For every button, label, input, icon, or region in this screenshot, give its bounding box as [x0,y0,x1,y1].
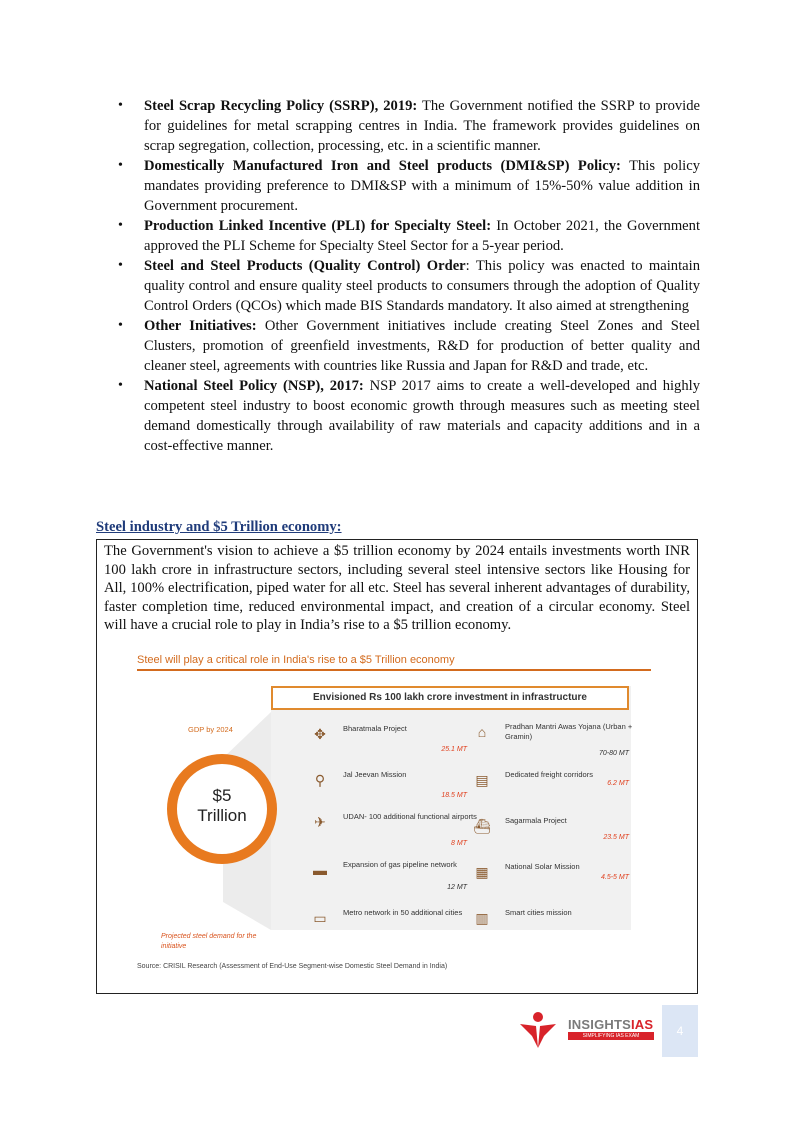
bullet-dmisp: • Domestically Manufactured Iron and Steel products (DMI&SP) Policy: This policy mandates providing preference to DMI&SP with a minimum of 15%-50% value addition in Government procurement. [118,158,700,214]
bullet-title: National Steel Policy (NSP), 2017: [144,378,364,394]
content-box [96,539,698,994]
bullet-title: Other Initiatives: [144,318,257,334]
bullet-ssrp: • Steel Scrap Recycling Policy (SSRP), 2019: The Government notified the SSRP to provide for guidelines for metal scrapping centres in India. The framework provides guidelines on scrap segregation, collection, processing, etc. in a scientific manner. [118,98,701,154]
bullet-pli: • Production Linked Incentive (PLI) for Specialty Steel: In October 2021, the Government approved the PLI Scheme for Specialty Steel Sector for a 5-year period. [118,218,701,254]
projected-demand-note: Projected steel demand for the initiative [161,933,257,950]
metro-train-icon: ▭ [313,910,327,926]
ship-icon: ⛴ [473,818,491,834]
bullet-text: This policy mandates providing preference to DMI&SP with a minimum of 15%-50% value addition in Government procurement. [144,158,700,214]
bullet-text: : This policy was enacted to maintain quality control and ensure quality steel products to consumers through the adoption of Quality Control Orders (QCOs) which made BIS Standards mandatory. It also aimed at strengthening [144,258,700,314]
gdp-circle [167,754,277,864]
bullet-title: Steel and Steel Products (Quality Control) Order [144,258,466,274]
logo-name: INSIGHTSIAS [568,1017,654,1032]
infographic-title: Steel will play a critical role in India's rise to a $5 Trillion economy [137,654,455,666]
airplane-icon: ✈ [314,814,326,830]
logo-tagline: SIMPLIFYING IAS EXAM PREPARATION [568,1032,654,1040]
section-body: The Government's vision to achieve a $5 trillion economy by 2024 entails investments worth INR 100 lakh crore in infrastructure sectors, including several steel intensive sectors like Housing for All, 100% electrification, piped water for all etc. Steel has several inherent advantages of durability, faster completion time, reduced environmental impact, and creation of a circular economy. Steel will have a crucial role to play in India’s rise to a $5 trillion economy. [104,543,690,634]
bullet-title: Production Linked Incentive (PLI) for Specialty Steel: [144,218,492,234]
item-sagarmala: ⛴ Sagarmala Project 23.5 MT [471,814,641,854]
bullet-title: Domestically Manufactured Iron and Steel products (DMI&SP) Policy: [144,158,621,174]
item-pmay: ⌂ Pradhan Mantri Awas Yojana (Urban + Gramin) 70-80 MT [471,720,641,760]
source-note: Source: CRISIL Research (Assessment of End-Use Segment-wise Domestic Steel Demand in India) [137,963,448,970]
item-gas-pipeline: ▬ Expansion of gas pipeline network 12 MT [309,858,479,898]
investment-header: Envisioned Rs 100 lakh crore investment in infrastructure [271,686,629,710]
gdp-amount: $5 [212,786,232,805]
item-bharatmala: ✥ Bharatmala Project 25.1 MT [309,722,479,762]
item-udan: ✈ UDAN- 100 additional functional airports 8 MT [309,810,479,850]
water-tap-icon: ⚲ [314,772,326,788]
item-smart-cities: ▥ Smart cities mission [471,906,641,946]
page-number: 4 [662,1005,698,1057]
bullet-text: NSP 2017 aims to create a well-developed and highly competent steel industry to boost economic growth through measures such as meeting steel demand domestically through availability of raw materials and capacity additions and in a cost-effective manner. [144,378,700,454]
bullet-other-initiatives: • Other Initiatives: Other Government initiatives include creating Steel Zones and Steel Clusters, promotion of greenfield investments, R&D for production of better quality and cleaner steel, agreements with countries like Russia and Japan for R&D and trade, etc. [118,318,700,374]
house-icon: ⌂ [477,724,487,740]
bullet-nsp: • National Steel Policy (NSP), 2017: NSP 2017 aims to create a well-developed and highly competent steel industry to boost economic growth through measures such as meeting steel demand domestically through availability of raw materials and capacity additions and in a cost-effective manner. [118,378,700,454]
logo-mark-icon [518,1010,558,1050]
item-solar-mission: ▦ National Solar Mission 4.5-5 MT [471,860,641,900]
infographic [133,650,669,980]
bullet-title: Steel Scrap Recycling Policy (SSRP), 2019: [144,98,418,114]
pipeline-icon: ▬ [313,862,327,878]
item-metro: ▭ Metro network in 50 additional cities [309,906,479,946]
gdp-unit: Trillion [197,806,247,825]
solar-panel-icon: ▦ [475,864,489,880]
city-buildings-icon: ▥ [475,910,489,926]
item-jal-jeevan: ⚲ Jal Jeevan Mission 18.5 MT [309,768,479,808]
item-freight-corridors: ▤ Dedicated freight corridors 6.2 MT [471,768,641,808]
freight-train-icon: ▤ [475,772,489,788]
bullet-qco: • Steel and Steel Products (Quality Control) Order: This policy was enacted to maintain quality control and ensure quality steel products to consumers through the adoption of Quality Control Orders (QCOs) which made BIS Standards mandatory. It also aimed at strengthening [118,258,700,314]
policy-bullet-list [112,96,700,456]
bullet-text: The Government notified the SSRP to provide for guidelines for metal scrapping centres in India. The framework provides guidelines on scrap segregation, collection, processing, etc. in a scientific manner. [144,98,701,154]
insightsias-logo [518,1008,658,1052]
gdp-label: GDP by 2024 [188,725,233,734]
section-heading: Steel industry and $5 Trillion economy: [96,519,342,535]
bullet-text: Other Government initiatives include creating Steel Zones and Steel Clusters, promotion of greenfield investments, R&D for production of better quality and cleaner steel, agreements with countries like Russia and Japan for R&D and trade, etc. [144,318,700,374]
road-junction-icon: ✥ [314,726,326,742]
bullet-text: In October 2021, the Government approved the PLI Scheme for Specialty Steel Sector for a 5-year period. [144,218,701,254]
